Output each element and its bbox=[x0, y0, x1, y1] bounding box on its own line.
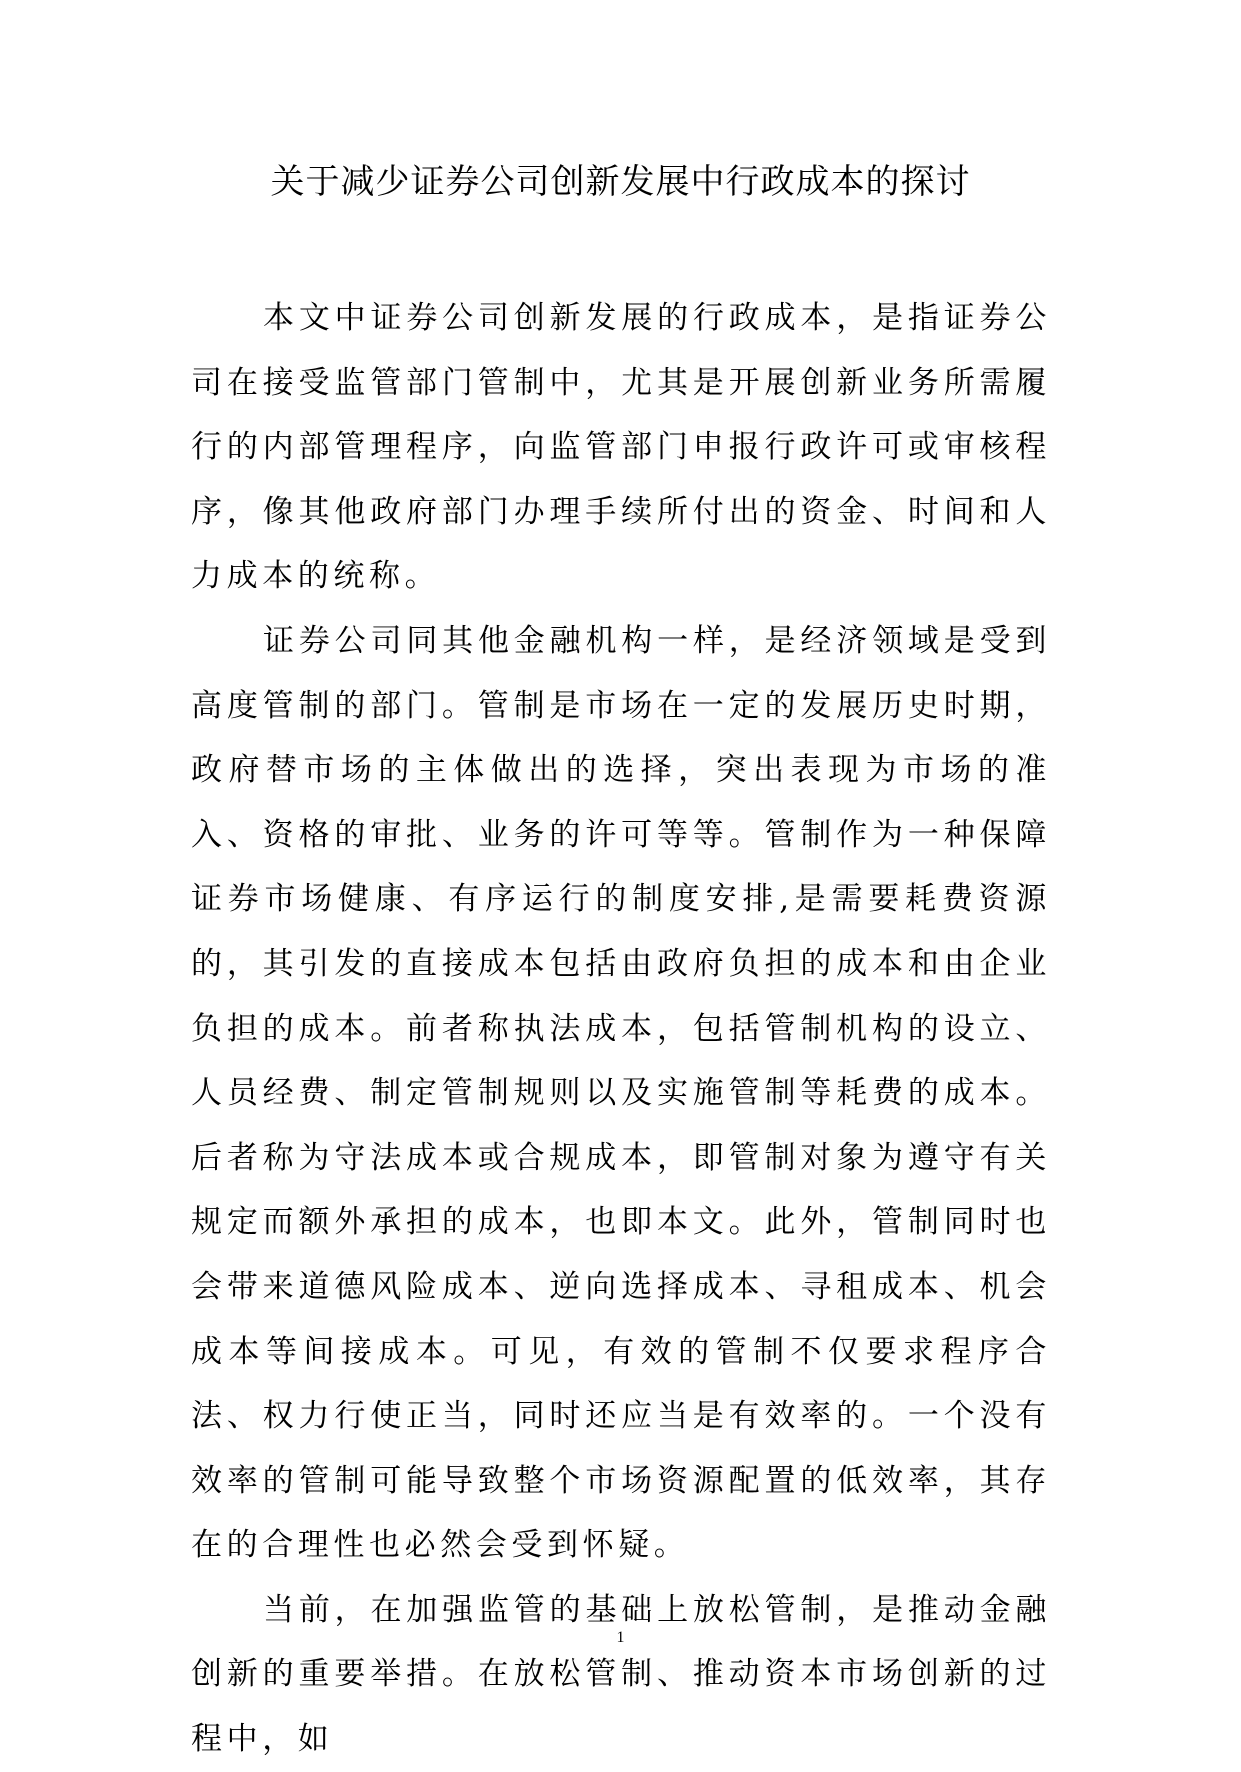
document-body bbox=[191, 286, 1051, 1772]
page-number: 1 bbox=[616, 1629, 625, 1646]
document-title: 关于减少证券公司创新发展中行政成本的探讨 bbox=[270, 162, 971, 202]
paragraph-1: 本文中证券公司创新发展的行政成本，是指证券公司在接受监管部门管制中，尤其是开展创新业务所需履行的内部管理程序，向监管部门申报行政许可或审核程序，像其他政府部门办理手续所付出的资金、时间和人力成本的统称。 bbox=[191, 300, 1051, 595]
paragraph-3: 当前，在加强监管的基础上放松管制，是推动金融创新的重要举措。在放松管制、推动资本市场创新的过程中，如 bbox=[191, 1591, 1051, 1758]
paragraph-2: 证券公司同其他金融机构一样，是经济领域是受到高度管制的部门。管制是市场在一定的发展历史时期，政府替市场的主体做出的选择，突出表现为市场的准入、资格的审批、业务的许可等等。管制作为一种保障证券市场健康、有序运行的制度安排,是需要耗费资源的，其引发的直接成本包括由政府负担的成本和由企业负担的成本。前者称执法成本，包括管制机构的设立、人员经费、制定管制规则以及实施管制等耗费的成本。后者称为守法成本或合规成本，即管制对象为遵守有关规定而额外承担的成本，也即本文。此外，管制同时也会带来道德风险成本、逆向选择成本、寻租成本、机会成本等间接成本。可见，有效的管制不仅要求程序合法、权力行使正当，同时还应当是有效率的。一个没有效率的管制可能导致整个市场资源配置的低效率，其存在的合理性也必然会受到怀疑。 bbox=[191, 622, 1051, 1564]
